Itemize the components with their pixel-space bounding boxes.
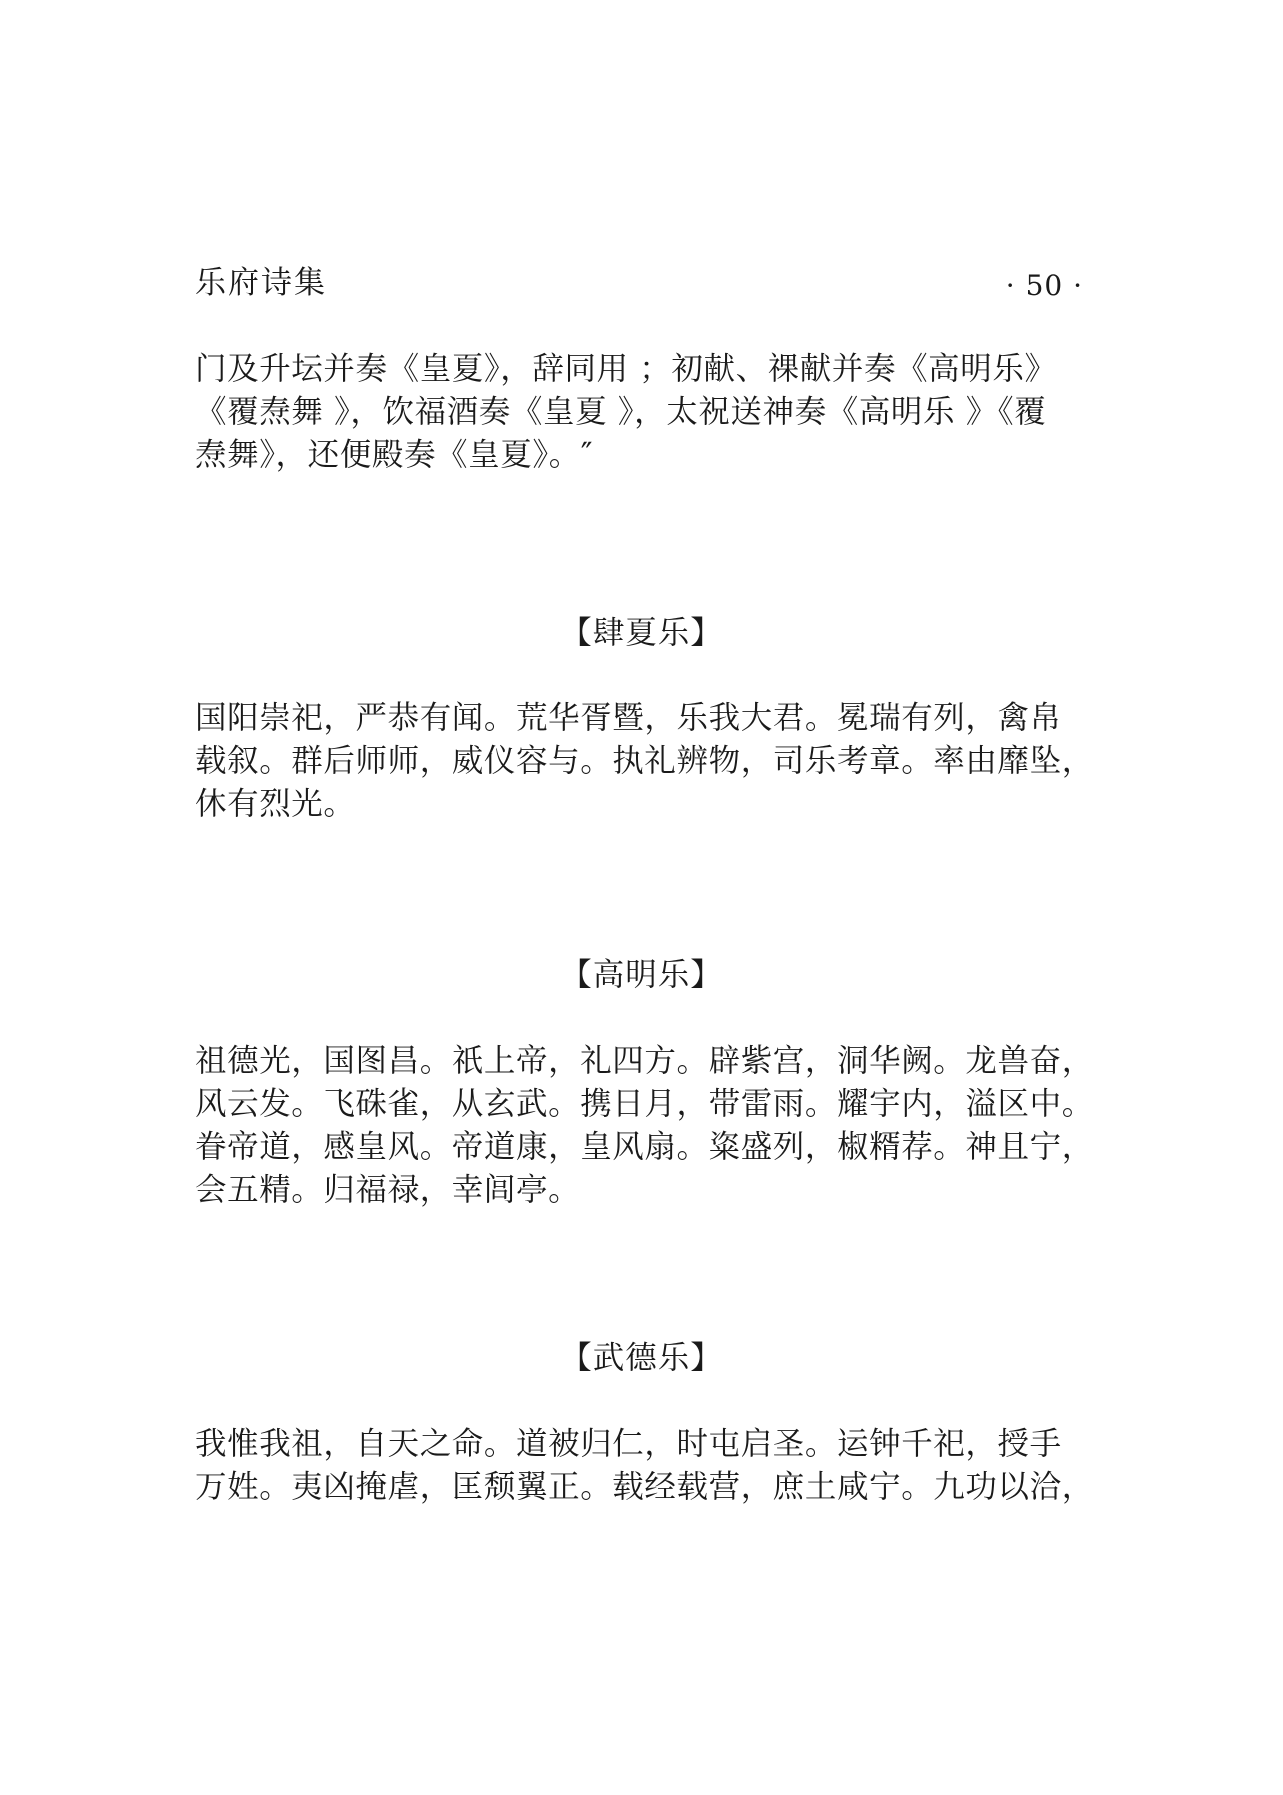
text-line: 《覆焘舞 》，饮福酒奏《皇夏 》，太祝送神奏《高明乐 》《覆: [195, 394, 1047, 430]
poem-sixia: [195, 697, 1095, 826]
poem-wude: [195, 1423, 1095, 1509]
section-title-wude: 【武德乐】: [560, 1340, 723, 1376]
intro-paragraph: [195, 348, 1095, 477]
text-line: 会五精。归福禄，幸闾亭。: [195, 1172, 581, 1208]
text-line: 祖德光，国图昌。祇上帝，礼四方。辟紫宫，洞华阙。龙兽奋，: [195, 1043, 1094, 1079]
text-line: 我惟我祖，自天之命。道被归仁，时屯启圣。运钟千祀，授手: [195, 1426, 1062, 1462]
poem-gaoming: [195, 1040, 1095, 1212]
text-line: 万姓。夷凶掩虐，匡颓翼正。载经载营，庶土咸宁。九功以洽，: [195, 1469, 1094, 1505]
text-line: 载叙。群后师师，威仪容与。执礼辨物，司乐考章。率由靡坠，: [195, 743, 1094, 779]
text-line: 国阳崇祀，严恭有闻。荒华胥暨，乐我大君。冕瑞有列，禽帛: [195, 700, 1062, 736]
page-number: · 50 ·: [1005, 269, 1083, 302]
text-line: 眷帝道，感皇风。帝道康，皇风扇。粢盛列，椒糈荐。神且宁，: [195, 1129, 1094, 1165]
text-line: 焘舞》，还便殿奏《皇夏》。″: [195, 437, 594, 473]
text-line: 休有烈光。: [195, 786, 356, 822]
text-line: 风云发。飞硃雀，从玄武。携日月，带雷雨。耀宇内，溢区中。: [195, 1086, 1094, 1122]
section-title-gaoming: 【高明乐】: [560, 957, 723, 993]
section-title-sixia: 【肆夏乐】: [560, 615, 723, 651]
running-header-title: 乐府诗集: [195, 265, 327, 301]
text-line: 门及升坛并奏《皇夏》，辞同用 ；初献、祼献并奏《高明乐》: [195, 351, 1057, 387]
